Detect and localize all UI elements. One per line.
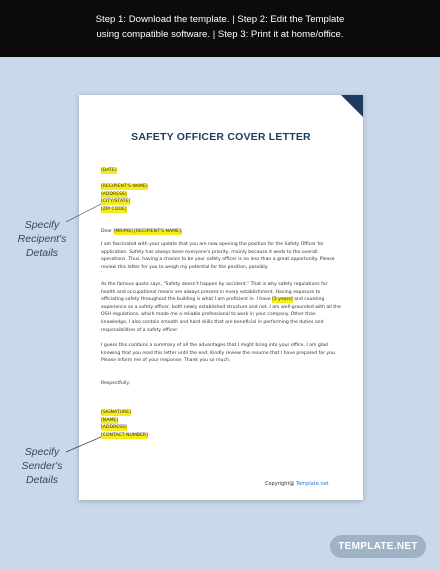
years-placeholder: [5 years] xyxy=(272,297,293,303)
banner-line-1: Step 1: Download the template. | Step 2: Edit the Template xyxy=(95,14,345,25)
salutation-name-placeholder: [MR/MS] [RECIPIENT'S NAME], xyxy=(113,229,183,234)
closing-text: Respectfully, xyxy=(101,381,131,386)
sender-label-line-3: Details xyxy=(25,474,59,486)
paragraph-3: I guess this contains a summary of all the advantages that I might bring into your office. I am glad knowing that you read this letter until the end. Kindly review the resume that I have prepared for you. Please inform me of your response. Thank you so much. xyxy=(101,343,337,364)
recipient-label-line-1: Specify xyxy=(24,219,60,231)
date-block xyxy=(101,167,117,175)
sender-address-placeholder: [ADDRESS] xyxy=(101,425,127,430)
sender-block xyxy=(101,409,148,439)
instructions-banner xyxy=(0,0,440,57)
closing xyxy=(101,380,131,388)
recipient-label-line-2: Recipent's xyxy=(17,233,67,245)
recipient-block xyxy=(101,183,148,213)
sender-name-placeholder: [NAME] xyxy=(101,417,119,423)
paragraph-2-part-b: and counting experience as a safety officer, both newly established structure and not. I am well-grounded with all the OSH regulations, which made me a reliable professional to work in your company. Other than knowledge, I also contain smooth and hard skills that are beneficial in performing the duties and responsibilities of a safety officer. xyxy=(101,297,341,333)
sender-contact-placeholder: [CONTACT NUMBER] xyxy=(101,432,148,438)
sender-label-line-2: Sender's xyxy=(21,460,63,472)
salutation-prefix: Dear xyxy=(101,229,114,234)
recipient-name-placeholder: [RECIPIENT'S NAME] xyxy=(101,184,148,189)
recipient-zip-placeholder: [ZIP CODE] xyxy=(101,206,127,212)
recipient-address-placeholder: [ADDRESS] xyxy=(101,191,127,197)
banner-line-2: using compatible software. | Step 3: Print it at home/office. xyxy=(96,29,344,40)
page-corner-fold xyxy=(341,95,363,117)
date-placeholder: [DATE] xyxy=(101,168,117,173)
template-net-watermark: TEMPLATE.NET xyxy=(330,535,426,558)
paragraph-2 xyxy=(101,281,341,334)
letter-page xyxy=(79,95,363,500)
paragraph-1: I am fascinated with your update that you are now opening the position for the Safety Officer for application. Safety has always been everyone's priority, mainly because it weds to the overall operations. Thus, having a chance to be your safety officer is no less than a great opportunity. Please review this letter for you to weigh my potential for the position, possibly. xyxy=(101,242,335,270)
copyright-notice xyxy=(265,481,329,487)
paragraph-2-part-a: As the famous quote says, "Safety doesn't happen by accident." That is why safety regulations for health and occupational means are always present in every establishment. Having exposure to officiating safety throughout the building is what I am proficient in. I have xyxy=(101,282,328,303)
copyright-prefix: Copyright@ xyxy=(265,481,297,487)
recipient-city-placeholder: [CITY/STATE] xyxy=(101,199,131,204)
recipient-label-line-3: Details xyxy=(25,247,59,259)
sender-label-line-1: Specify xyxy=(24,446,60,458)
signature-placeholder: [SIGNATURE] xyxy=(101,410,131,415)
document-title: SAFETY OFFICER COVER LETTER xyxy=(131,131,311,143)
sender-details-label xyxy=(10,445,74,487)
copyright-brand-link[interactable]: Template.net xyxy=(296,481,329,487)
salutation xyxy=(101,228,182,236)
recipient-details-label xyxy=(10,218,74,260)
